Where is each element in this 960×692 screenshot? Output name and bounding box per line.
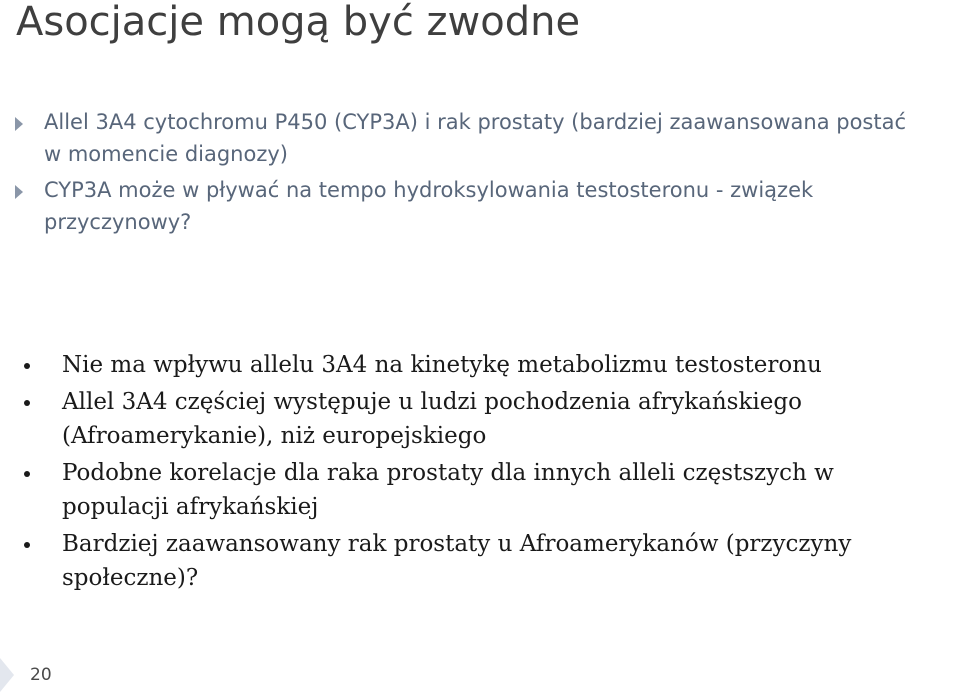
arrow-list-item-text: Allel 3A4 cytochromu P450 (CYP3A) i rak prostaty (bardziej zaawansowana postać w momencie diagnozy) xyxy=(44,110,907,166)
arrow-list-item xyxy=(14,174,914,238)
arrow-list-item xyxy=(14,106,914,170)
bullet-list-item xyxy=(18,348,918,382)
bullet-list-item xyxy=(18,527,918,595)
bullet-list-item-text: Allel 3A4 częściej występuje u ludzi pochodzenia afrykańskiego (Afroamerykanie), niż europejskiego xyxy=(62,389,802,449)
bullet-dot-icon xyxy=(24,363,30,369)
bullet-dot-icon xyxy=(24,542,30,548)
bullet-dot-icon xyxy=(24,471,30,477)
triangle-right-icon xyxy=(15,117,23,131)
bullet-list-item xyxy=(18,385,918,453)
arrow-list-item-text: CYP3A może w pływać na tempo hydroksylowania testosteronu - związek przyczynowy? xyxy=(44,178,814,234)
slide-title: Asocjacje mogą być zwodne xyxy=(16,0,581,45)
footer-arrow-icon xyxy=(0,658,14,692)
bullet-dot-icon xyxy=(24,400,30,406)
bullet-list-item xyxy=(18,456,918,524)
bullet-list-item-text: Nie ma wpływu allelu 3A4 na kinetykę metabolizmu testosteronu xyxy=(62,352,822,378)
arrow-bullet-list xyxy=(14,106,914,242)
dot-bullet-list xyxy=(18,348,918,598)
bullet-list-item-text: Bardziej zaawansowany rak prostaty u Afroamerykanów (przyczyny społeczne)? xyxy=(62,531,852,591)
bullet-list-item-text: Podobne korelacje dla raka prostaty dla innych alleli częstszych w populacji afrykańskiej xyxy=(62,460,834,520)
triangle-right-icon xyxy=(15,185,23,199)
slide-number: 20 xyxy=(30,665,52,685)
